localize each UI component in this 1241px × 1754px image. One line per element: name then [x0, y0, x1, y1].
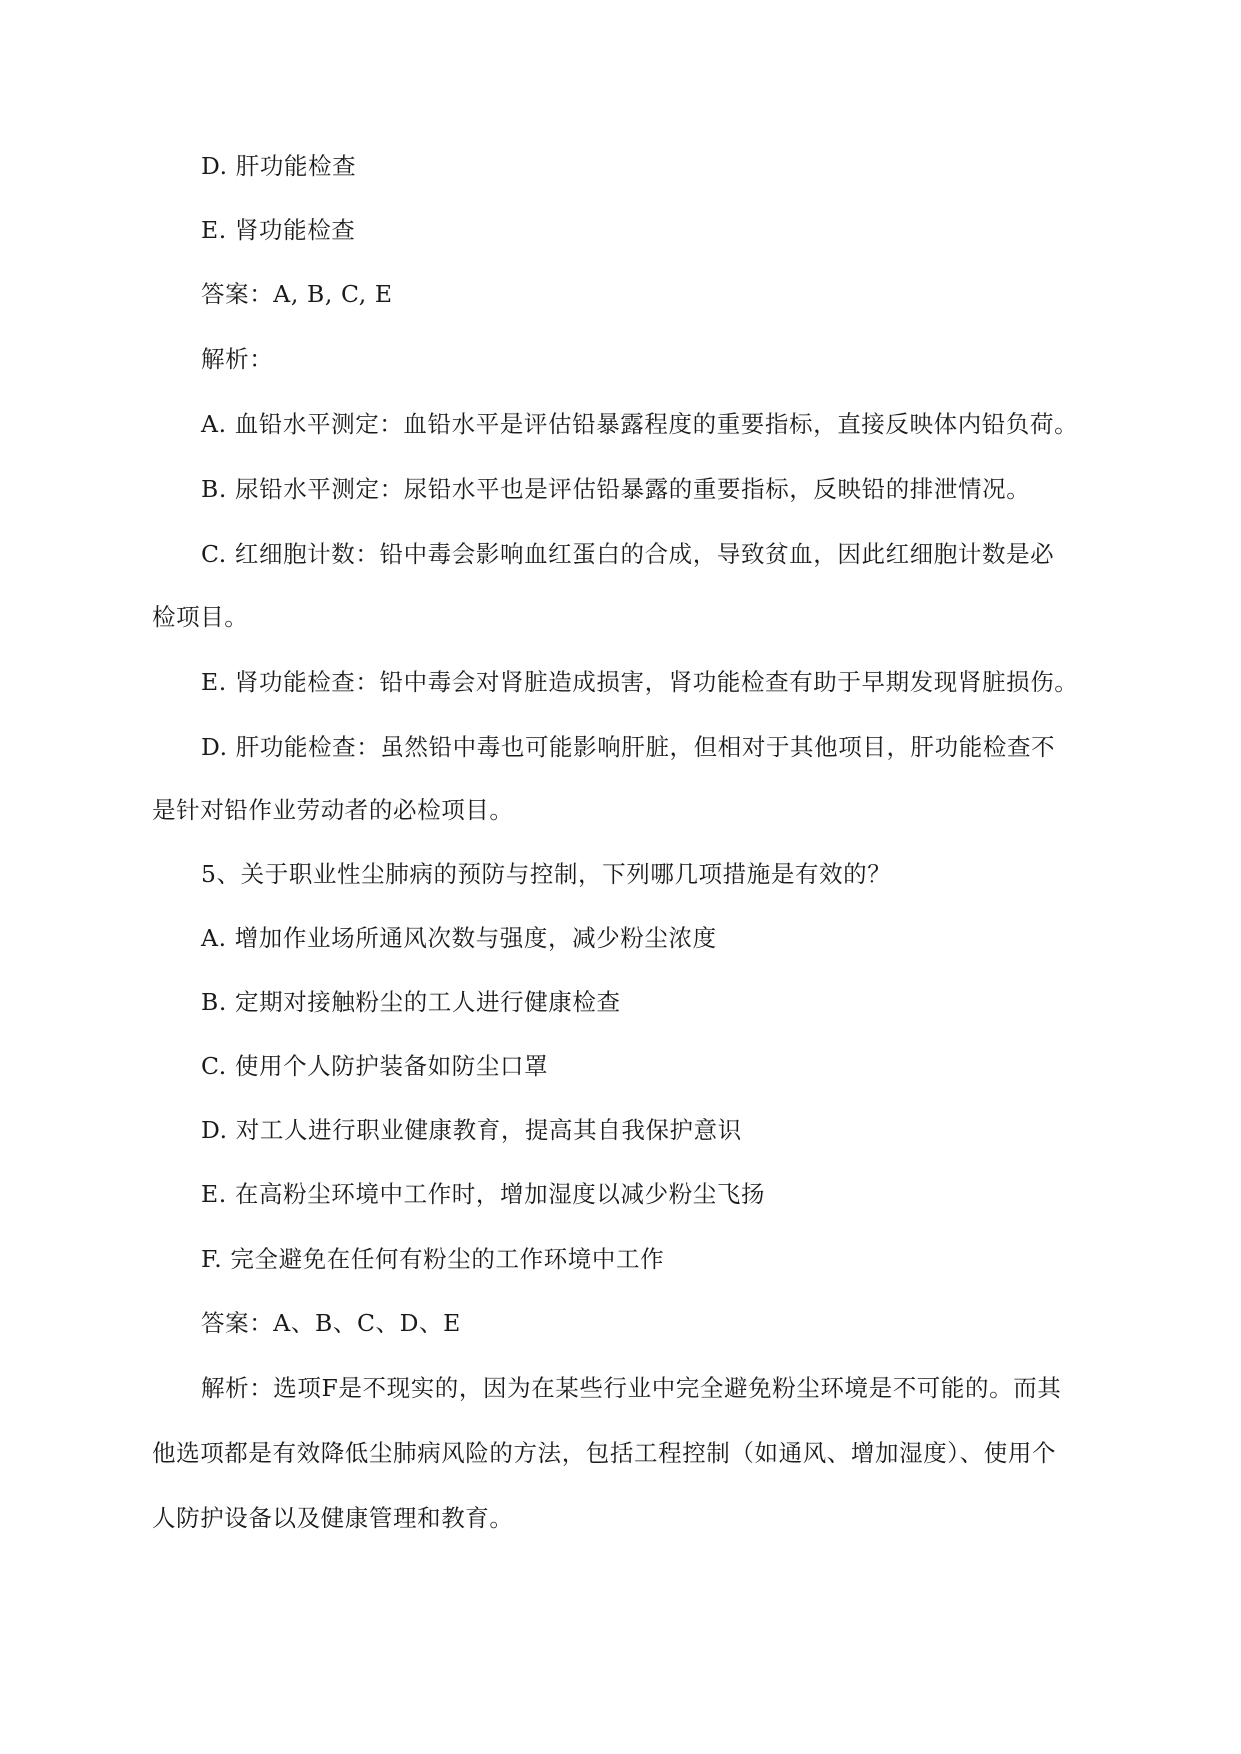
option-line: C. 使用个人防护装备如防尘口罩	[201, 1052, 549, 1080]
question-line: 5、关于职业性尘肺病的预防与控制，下列哪几项措施是有效的？	[201, 860, 892, 888]
text-line: B. 尿铅水平测定：尿铅水平也是评估铅暴露的重要指标，反映铅的排泄情况。	[201, 475, 1031, 503]
text-line: E. 肾功能检查	[201, 216, 356, 244]
option-line: D. 对工人进行职业健康教育，提高其自我保护意识	[201, 1116, 742, 1144]
answer-line: 答案：A, B, C, E	[201, 280, 393, 308]
analysis-line: 人防护设备以及健康管理和教育。	[152, 1504, 514, 1532]
analysis-heading: 解析：	[201, 345, 274, 373]
answer-line: 答案：A、B、C、D、E	[201, 1309, 461, 1337]
option-line: B. 定期对接触粉尘的工人进行健康检查	[201, 988, 621, 1016]
text-line: D. 肝功能检查：虽然铅中毒也可能影响肝脏，但相对于其他项目，肝功能检查不	[201, 733, 1056, 761]
text-line: A. 血铅水平测定：血铅水平是评估铅暴露程度的重要指标，直接反映体内铅负荷。	[201, 410, 1079, 438]
analysis-line: 他选项都是有效降低尘肺病风险的方法，包括工程控制（如通风、增加湿度）、使用个	[152, 1439, 1057, 1467]
option-line: E. 在高粉尘环境中工作时，增加湿度以减少粉尘飞扬	[201, 1180, 766, 1208]
analysis-line: 解析：选项F是不现实的，因为在某些行业中完全避免粉尘环境是不可能的。而其	[201, 1374, 1062, 1402]
text-line: 是针对铅作业劳动者的必检项目。	[152, 796, 514, 824]
option-line: F. 完全避免在任何有粉尘的工作环境中工作	[201, 1245, 665, 1273]
text-line: D. 肝功能检查	[201, 152, 357, 180]
text-line: E. 肾功能检查：铅中毒会对肾脏造成损害，肾功能检查有助于早期发现肾脏损伤。	[201, 668, 1079, 696]
text-line: 检项目。	[152, 603, 249, 631]
text-line: C. 红细胞计数：铅中毒会影响血红蛋白的合成，导致贫血，因此红细胞计数是必	[201, 540, 1055, 568]
option-line: A. 增加作业场所通风次数与强度，减少粉尘浓度	[201, 924, 717, 952]
